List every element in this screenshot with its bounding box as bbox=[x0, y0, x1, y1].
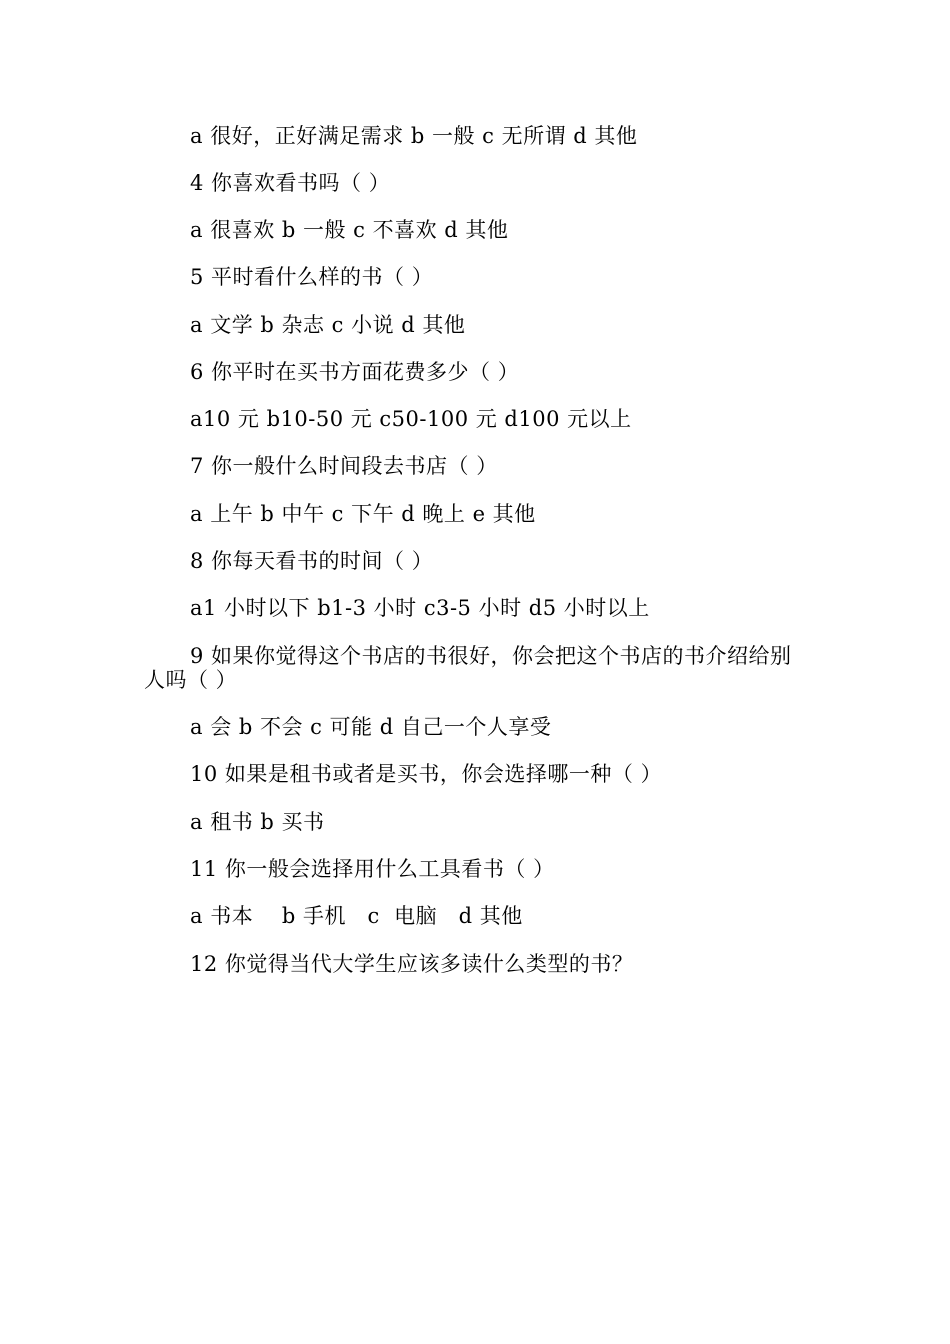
q5-question: 5 平时看什么样的书（ ） bbox=[190, 265, 434, 289]
q9-options: a 会 b 不会 c 可能 d 自己一个人享受 bbox=[190, 715, 552, 739]
q7-question: 7 你一般什么时间段去书店（ ） bbox=[190, 454, 498, 478]
q10-question: 10 如果是租书或者是买书，你会选择哪一种（ ） bbox=[190, 762, 663, 786]
q10-options: a 租书 b 买书 bbox=[190, 810, 325, 834]
q9-question: 9 如果你觉得这个书店的书很好，你会把这个书店的书介绍给别 bbox=[190, 644, 792, 668]
q5-options: a 文学 b 杂志 c 小说 d 其他 bbox=[190, 313, 466, 337]
q8-question: 8 你每天看书的时间（ ） bbox=[190, 549, 434, 573]
q4-options: a 很喜欢 b 一般 c 不喜欢 d 其他 bbox=[190, 218, 509, 242]
q7-options: a 上午 b 中午 c 下午 d 晚上 e 其他 bbox=[190, 502, 536, 526]
q4-question: 4 你喜欢看书吗（ ） bbox=[190, 171, 391, 195]
q11-question: 11 你一般会选择用什么工具看书（ ） bbox=[190, 857, 555, 881]
q9-question-continued: 人吗（ ） bbox=[144, 668, 238, 692]
q12-question: 12 你觉得当代大学生应该多读什么类型的书？ bbox=[190, 952, 634, 976]
q8-options: a1 小时以下 b1-3 小时 c3-5 小时 d5 小时以上 bbox=[190, 596, 650, 620]
q11-options: a 书本 b 手机 c 电脑 d 其他 bbox=[190, 904, 523, 928]
q6-question: 6 你平时在买书方面花费多少（ ） bbox=[190, 360, 520, 384]
q3-options: a 很好，正好满足需求 b 一般 c 无所谓 d 其他 bbox=[190, 124, 638, 148]
q6-options: a10 元 b10-50 元 c50-100 元 d100 元以上 bbox=[190, 407, 632, 431]
